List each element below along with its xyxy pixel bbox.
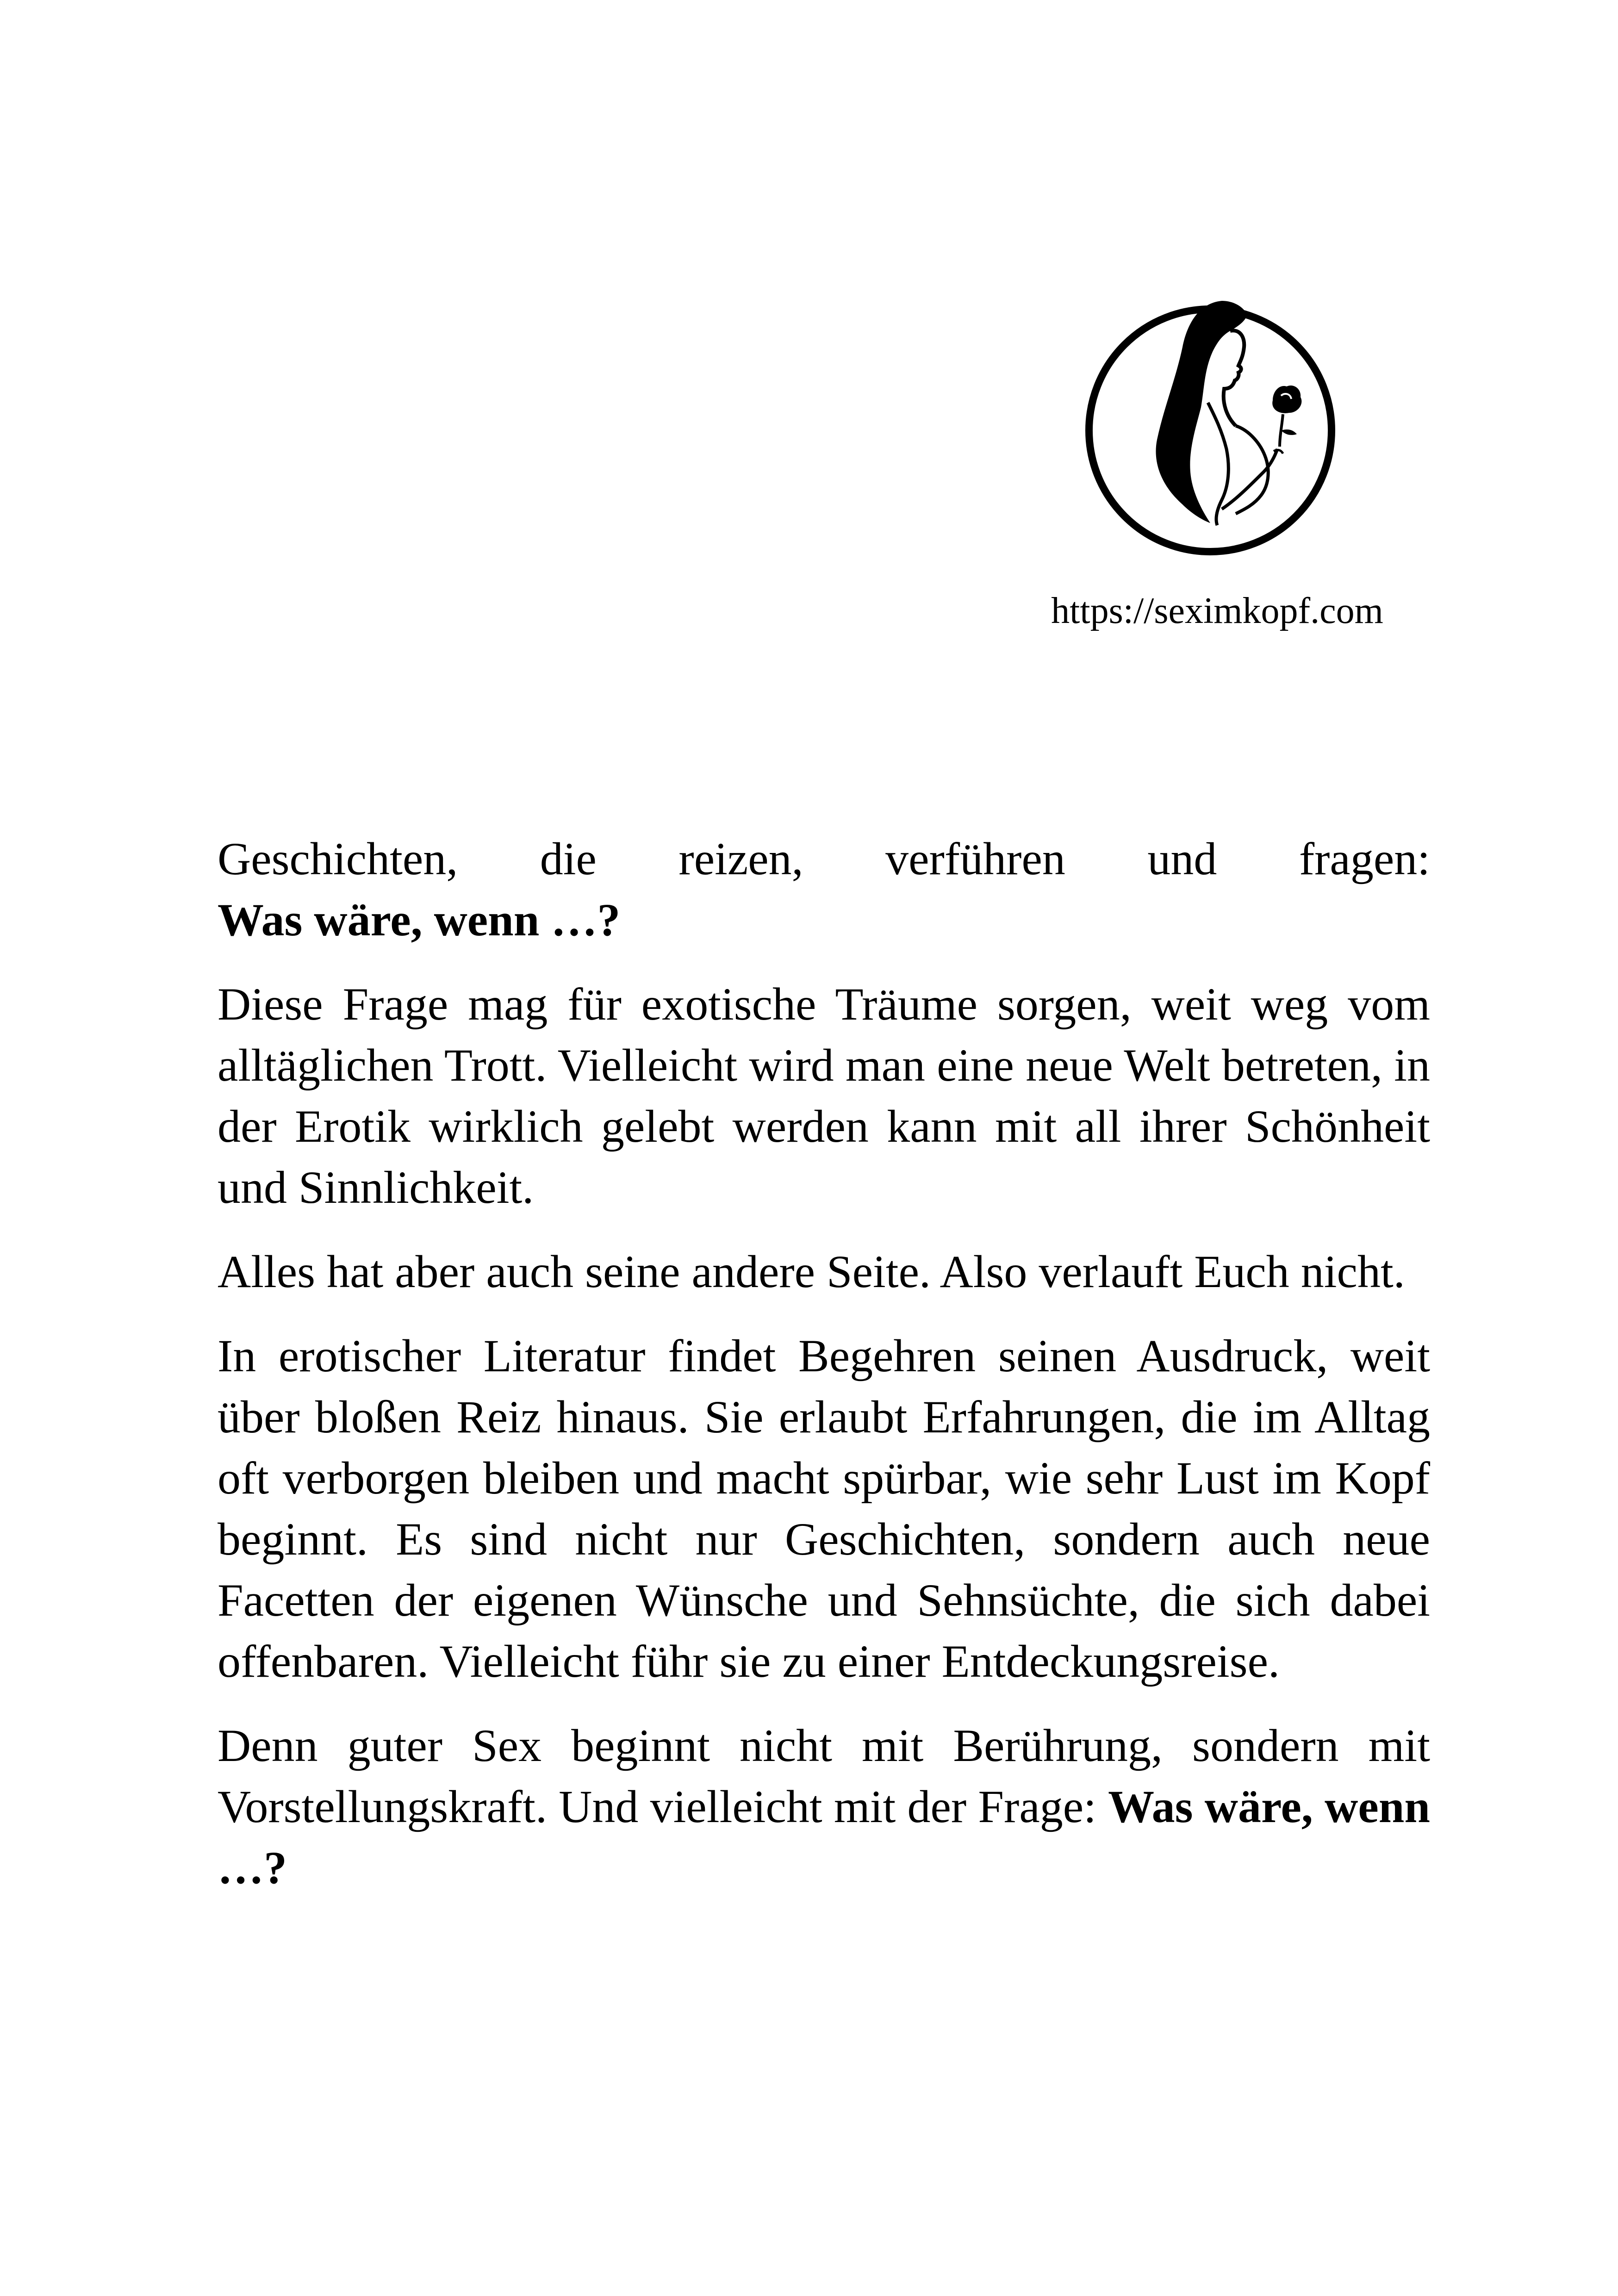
closing-paragraph [218, 1715, 1430, 1898]
intro-lead: Geschichten, die reizen, verführen und fragen: [218, 833, 1430, 884]
closing-text: Denn guter Sex beginnt nicht mit Berührung, sondern mit Vorstellungskraft. Und vielleicht mit der Frage: [218, 1720, 1430, 1832]
document-body [218, 828, 1430, 1922]
closing-question: Was wäre, wenn …? [218, 1781, 1430, 1893]
paragraph-2: Alles hat aber auch seine andere Seite. Also verlauft Euch nicht. [218, 1246, 1405, 1297]
intro-question: Was wäre, wenn …? [218, 894, 621, 946]
intro-paragraph [218, 828, 1430, 951]
website-url[interactable]: https://seximkopf.com [1051, 591, 1383, 631]
brand-logo [1083, 292, 1342, 560]
paragraph-1: Diese Frage mag für exotische Träume sorgen, weit weg vom alltäglichen Trott. Vielleicht wird man eine neue Welt betreten, in der Erotik wirklich gelebt werden kann mit all ihrer Schönheit und Sinnlichkeit. [218, 978, 1430, 1213]
paragraph-3: In erotischer Literatur findet Begehren seinen Ausdruck, weit über bloßen Reiz hinaus. Sie erlaubt Erfahrungen, die im Alltag oft verborgen bleiben und macht spürbar, wie sehr Lust im Kopf beginnt. Es sind nicht nur Geschichten, sondern auch neue Facetten der eigenen Wünsche und Sehnsüchte, die sich dabei offenbaren. Vielleicht führ sie zu einer Entdeckungsreise. [218, 1330, 1430, 1687]
